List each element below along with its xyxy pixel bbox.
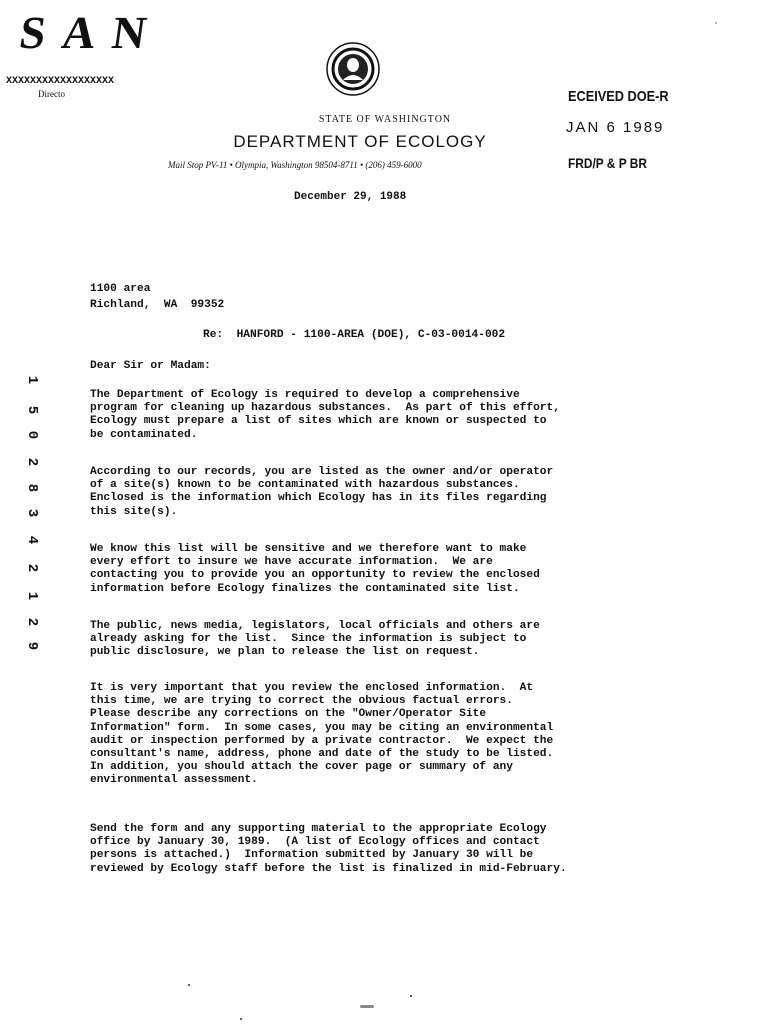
paragraph-2: According to our records, you are listed as the owner and/or operator of a site(s) known to be contaminated with hazardous substances. Enclosed is the information which Ecology has in its files regarding this site(s). [90,466,554,518]
margin-digit: 8 [24,483,40,493]
scan-speck [410,995,412,997]
paragraph-4: The public, news media, legislators, local officials and others are already asking for the list. Since the information is subject to public disclosure, we plan to release the list on request. [90,620,540,659]
margin-digit: 1 [24,591,40,601]
recipient-line-1: 1100 area [90,283,151,295]
margin-digit: 5 [24,405,40,415]
margin-digit: 3 [24,508,40,518]
scan-smudge [360,1005,374,1008]
received-stamp-date: JAN 6 1989 [566,119,665,136]
handwritten-scrawl: S A N [16,7,154,58]
margin-digit: 2 [24,457,40,467]
received-stamp-division: FRD/P & P BR [568,155,647,171]
re-line: Re: HANFORD - 1100-AREA (DOE), C-03-0014-002 [203,329,506,341]
salutation: Dear Sir or Madam: [90,360,211,372]
margin-digit: 9 [24,641,40,651]
department-address: Mail Stop PV-11 • Olympia, Washington 98504-8711 • (206) 459-6000 [168,160,422,170]
director-title: Directo [38,89,65,99]
state-seal-icon [326,40,380,98]
margin-digit: 1 [24,375,40,385]
paragraph-3: We know this list will be sensitive and we therefore want to make every effort to insure we have accurate information. We are contacting you to provide you an opportunity to review the enclosed information before Ecology finalizes the contaminated site list. [90,543,540,595]
letter-date: December 29, 1988 [294,191,407,203]
scan-speck [188,984,190,986]
recipient-line-2: Richland, WA 99352 [90,299,225,311]
department-name: DEPARTMENT OF ECOLOGY [233,132,487,151]
state-name: STATE OF WASHINGTON [318,114,452,125]
scan-speck [715,22,717,24]
margin-digit: 2 [24,563,40,573]
margin-digit: 4 [24,535,40,545]
margin-digit: 2 [24,617,40,627]
margin-digit: 0 [24,430,40,440]
paragraph-1: The Department of Ecology is required to develop a comprehensive program for cleaning up hazardous substances. As part of this effort, Ecology must prepare a list of sites which are known or suspected to be contaminated. [90,389,560,441]
paragraph-6: Send the form and any supporting material to the appropriate Ecology office by January 30, 1989. (A list of Ecology offices and contact persons is attached.) Information submitted by January 30 will be reviewed by Ecology staff before the list is finalized in mid-February. [90,823,567,875]
paragraph-5: It is very important that you review the enclosed information. At this time, we are trying to correct the obvious factual errors. Please describe any corrections on the "Owner/Operator Site Information" form. In some cases, you may be citing an environmental audit or inspection performed by a private contractor. We expect the consultant's name, address, phone and date of the study to be listed. In addition, you should attach the cover page or summary of any environmental assessment. [90,682,554,787]
received-stamp-line-1: ECEIVED DOE-R [568,88,669,105]
scan-speck [240,1018,242,1020]
crossed-out-director-name: XXXXXXXXXXXXXXXXXX [6,76,115,87]
